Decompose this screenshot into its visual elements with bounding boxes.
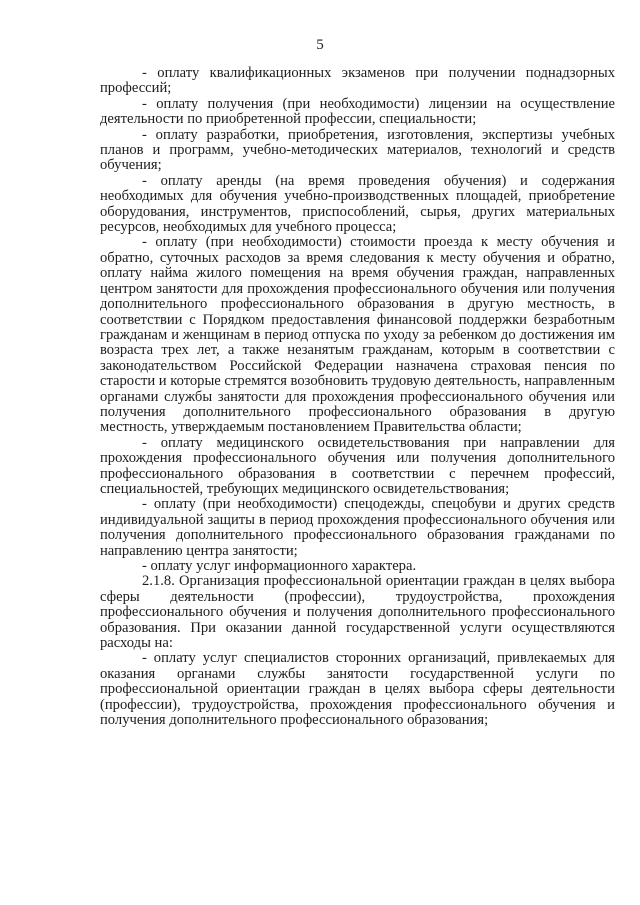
page-number: 5 — [316, 37, 324, 53]
paragraph-information-services: - оплату услуг информационного характера. — [142, 558, 417, 574]
paragraph-specialist-services: - оплату услуг специалистов сторонних организаций, привлекаемых для оказания органами службы занятости государственной услуги по профессиональной ориентации граждан в целях выбора сферы деятельности (профессии), трудоустройства, прохождения профессионального обучения и получения дополнительного профессионального образования; — [100, 650, 615, 729]
paragraph-protective-clothing: - оплату (при необходимости) спецодежды, спецобуви и других средств индивидуальной защиты в период прохождения профессионального обучения или получения дополнительного профессионального образования гражданами по направлению центра занятости; — [100, 496, 615, 559]
paragraph-license: - оплату получения (при необходимости) лицензии на осуществление деятельности по приобретенной профессии, специальности; — [100, 95, 615, 128]
paragraph-travel-expenses: - оплату (при необходимости) стоимости проезда к месту обучения и обратно, суточных расходов за время следования к месту обучения и обратно, оплату найма жилого помещения на время обучения граждан, направленных центром занятости для прохождения профессионального обучения или получения дополнительного профессионального образования в другую местность, в соответствии с Порядком предоставления финансовой поддержки безработным гражданам и женщинам в период отпуска по уходу за ребенком до достижения им возраста трех лет, а также незанятым гражданам, которым в соответствии с законодательством Российской Федерации назначена страховая пенсия по старости и которые стремятся возобновить трудовую деятельность, направленным органами службы занятости для прохождения профессионального обучения или получения дополнительного профессионального образования в другую местность, утверждаемым постановлением Правительства области; — [100, 234, 616, 436]
paragraph-curricula: - оплату разработки, приобретения, изготовления, экспертизы учебных планов и программ, учебно-методических материалов, технологий и средств обучения; — [100, 126, 615, 174]
body-text — [100, 66, 615, 728]
paragraph-qualification-exams: - оплату квалификационных экзаменов при получении поднадзорных профессий; — [100, 65, 615, 97]
paragraph-premises-rent: - оплату аренды (на время проведения обучения) и содержания необходимых для обучения учебно-производственных площадей, приобретение оборудования, инструментов, приспособлений, сырья, других материальных ресурсов, необходимых для учебного процесса; — [100, 172, 615, 236]
paragraph-medical-exam: - оплату медицинского освидетельствования при направлении для прохождения профессионального обучения или получения дополнительного профессионального образования в соответствии с перечнем профессий, специальностей, требующих медицинского освидетельствования; — [100, 434, 615, 497]
paragraph-section-2-1-8: 2.1.8. Организация профессиональной ориентации граждан в целях выбора сферы деятельности (профессии), трудоустройства, прохождения профессионального обучения и получения дополнительного профессионального образования. При оказании данной государственной услуги осуществляются расходы на: — [100, 573, 615, 652]
